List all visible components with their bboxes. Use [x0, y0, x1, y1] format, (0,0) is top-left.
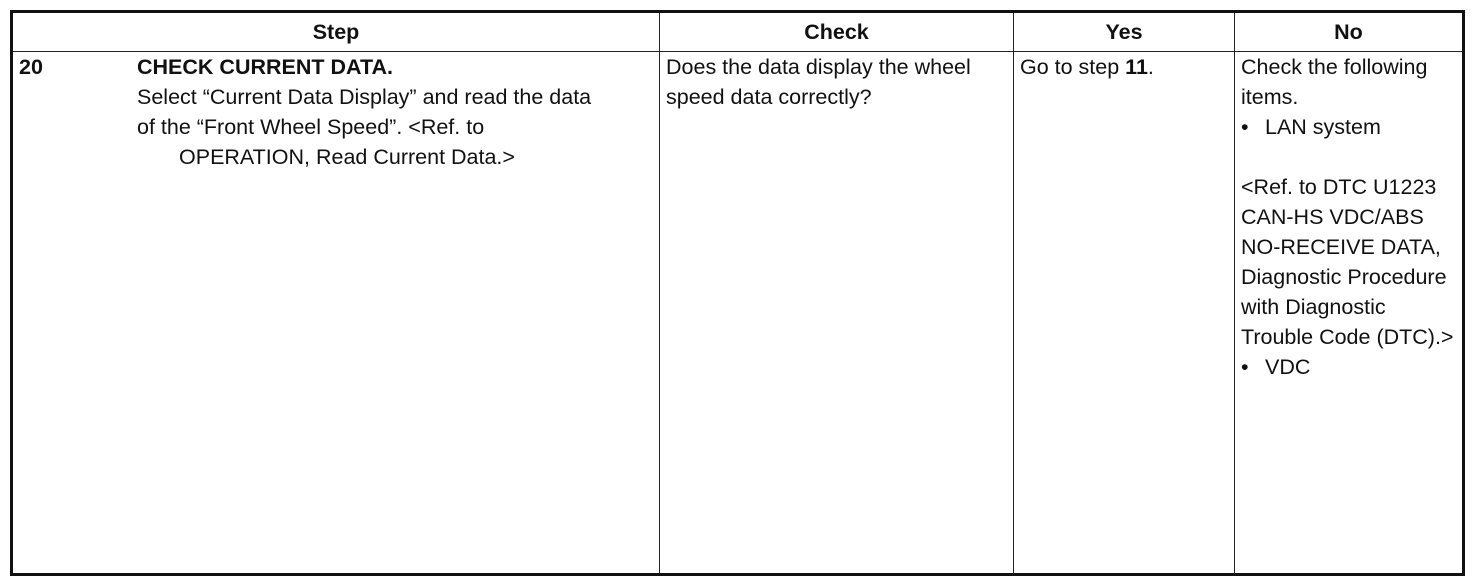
yes-step-number: 11	[1125, 55, 1148, 79]
header-yes: Yes	[1014, 12, 1235, 52]
bullet-icon: •	[1241, 115, 1249, 139]
check-cell	[660, 52, 1014, 575]
step-cell	[12, 52, 660, 575]
yes-prefix: Go to step	[1020, 55, 1126, 79]
step-text-line2: of the “Front Wheel Speed”. <Ref. to	[137, 115, 485, 139]
header-no: No	[1235, 12, 1464, 52]
check-text: Does the data display the wheel speed data correctly?	[666, 55, 971, 109]
step-text-line1: Select “Current Data Display” and read the data	[137, 85, 592, 109]
step-body	[137, 52, 647, 172]
step-title: CHECK CURRENT DATA.	[137, 55, 393, 79]
no-item2-label: VDC	[1265, 355, 1311, 379]
yes-suffix: .	[1147, 55, 1154, 79]
no-cell	[1235, 52, 1464, 575]
bullet-icon: •	[1241, 355, 1249, 379]
no-intro: Check the following items.	[1241, 55, 1428, 109]
no-item-ref	[1241, 172, 1456, 352]
no-item-lan	[1241, 112, 1456, 142]
header-check: Check	[660, 12, 1014, 52]
no-item-spacer	[1241, 142, 1456, 172]
no-item-vdc	[1241, 352, 1456, 382]
yes-cell	[1014, 52, 1235, 575]
step-number: 20	[19, 55, 43, 79]
header-row	[12, 12, 1464, 52]
table-row	[12, 52, 1464, 575]
no-ref-text: <Ref. to DTC U1223 CAN-HS VDC/ABS NO-RECEIVE DATA, Diagnostic Procedure with Diagnostic Trouble Code (DTC).>	[1241, 175, 1454, 349]
step-text-line3: OPERATION, Read Current Data.>	[179, 145, 515, 169]
procedure-table	[10, 10, 1465, 576]
header-step: Step	[12, 12, 660, 52]
no-item1-label: LAN system	[1265, 115, 1381, 139]
no-item-list	[1241, 112, 1456, 382]
